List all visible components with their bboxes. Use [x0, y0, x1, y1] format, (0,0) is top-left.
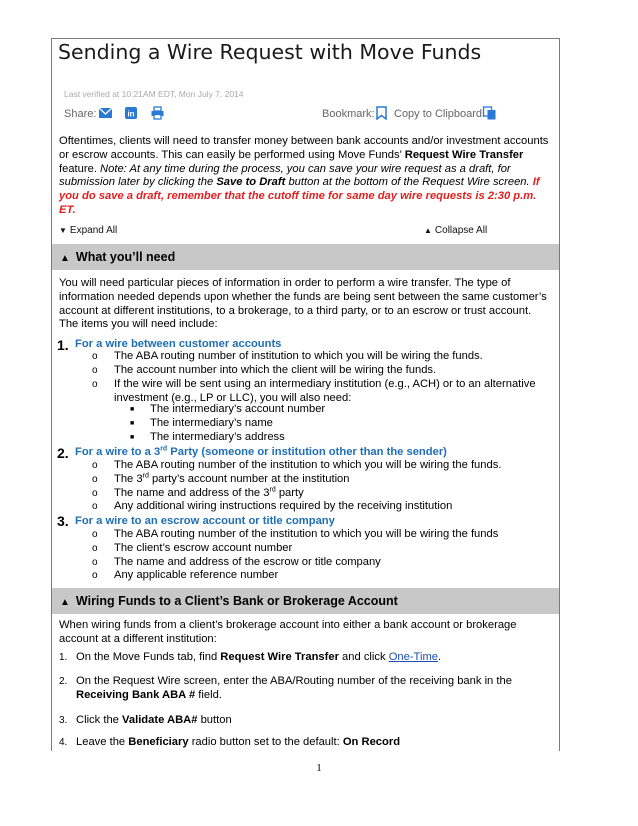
list-item: o The ABA routing number of the institution to which you will be wiring the funds — [92, 528, 499, 540]
step-item: 3. Click the Validate ABA# button — [59, 714, 232, 726]
section-header-wiring-funds[interactable]: ▲ Wiring Funds to a Client’s Bank or Brokerage Account — [52, 588, 559, 614]
list-item: o The name and address of the escrow or title company — [92, 556, 381, 568]
sub-list-item: ■ The intermediary’s account number — [130, 403, 326, 415]
list-item: o The 3rd party’s account number at the institution — [92, 472, 350, 485]
list-item: o The name and address of the 3rd party — [92, 486, 304, 499]
list-item: o If the wire will be sent using an intermediary institution (e.g., ACH) or to an alternative investment (e.g., LP or LLC), you will also need: — [92, 378, 536, 404]
section-header-what-you-need[interactable]: ▲ What you’ll need — [52, 244, 559, 270]
list-number: 1. — [57, 337, 69, 353]
caret-up-icon: ▲ — [424, 226, 432, 235]
list-item: o Any applicable reference number — [92, 569, 279, 581]
list-number: 2. — [57, 445, 69, 461]
group-title: For a wire to a 3rd Party (someone or institution other than the sender) — [75, 445, 447, 458]
clipboard-label: Copy to Clipboard: — [394, 108, 486, 120]
step-item: 1. On the Move Funds tab, find Request Wire Transfer and click One-Time. — [59, 651, 442, 663]
share-label: Share: — [64, 108, 97, 120]
bookmark-icon[interactable] — [374, 106, 389, 120]
list-item: o The account number into which the client will be wiring the funds. — [92, 364, 437, 376]
section1-paragraph: You will need particular pieces of information in order to perform a wire transfer. The type of information needed depends upon whether the funds are being sent between the same customer’s account at different institutions, to a brokerage, to a third party, or to an escrow or trust account. The items you will need include: — [59, 277, 547, 331]
collapse-arrow-icon: ▲ — [60, 597, 70, 608]
section2-paragraph: When wiring funds from a client’s brokerage account into either a bank account or brokerage account at a different institution: — [59, 619, 517, 645]
list-item: o Any additional wiring instructions required by the receiving institution — [92, 500, 453, 512]
one-time-link[interactable]: One-Time — [388, 651, 439, 663]
group-title: For a wire to an escrow account or title company — [75, 515, 335, 527]
collapse-arrow-icon: ▲ — [60, 253, 70, 264]
svg-text:in: in — [127, 109, 135, 119]
page-number: 1 — [316, 762, 322, 774]
document-frame — [51, 38, 560, 751]
print-icon[interactable] — [150, 106, 165, 120]
list-item: o The ABA routing number of institution to which you will be wiring the funds. — [92, 350, 483, 362]
intro-paragraph: Oftentimes, clients will need to transfer money between bank accounts and/or investment accounts or escrow accounts. This can easily be performed using Move Funds’ Request Wire Transfer feature. Note: At any time during the process, you can save your wire request as a draft, for submission later by clicking the Save to Draft button at the bottom of the Request Wire screen. If you do save a draft, remember that the cutoff time for same day wire requests is 2:30 p.m. ET. — [59, 135, 549, 216]
collapse-all-button[interactable]: ▲ Collapse All — [424, 225, 488, 236]
list-item: o The client’s escrow account number — [92, 542, 293, 554]
last-verified: Last verified at 10:21AM EDT, Mon July 7, 2014 — [64, 89, 244, 99]
page-title: Sending a Wire Request with Move Funds — [58, 40, 482, 64]
step-item: 2. On the Request Wire screen, enter the ABA/Routing number of the receiving bank in the Receiving Bank ABA # field. — [59, 675, 512, 701]
cutoff-warning: If you do save a draft, remember that the cutoff time for same day wire requests is 2:30 p.m. ET. — [59, 176, 540, 216]
sub-list-item: ■ The intermediary’s address — [130, 431, 285, 443]
linkedin-icon[interactable] — [124, 106, 139, 120]
email-icon[interactable] — [98, 106, 113, 120]
group-title: For a wire between customer accounts — [75, 338, 282, 350]
step-item: 4. Leave the Beneficiary radio button set to the default: On Record — [59, 736, 401, 748]
list-item: o The ABA routing number of the institution to which you will be wiring the funds. — [92, 459, 502, 471]
sub-list-item: ■ The intermediary’s name — [130, 417, 273, 429]
list-number: 3. — [57, 513, 69, 529]
clipboard-icon[interactable] — [482, 106, 497, 120]
expand-all-button[interactable]: ▼ Expand All — [59, 225, 118, 236]
bookmark-label: Bookmark: — [322, 108, 375, 120]
caret-down-icon: ▼ — [59, 226, 67, 235]
